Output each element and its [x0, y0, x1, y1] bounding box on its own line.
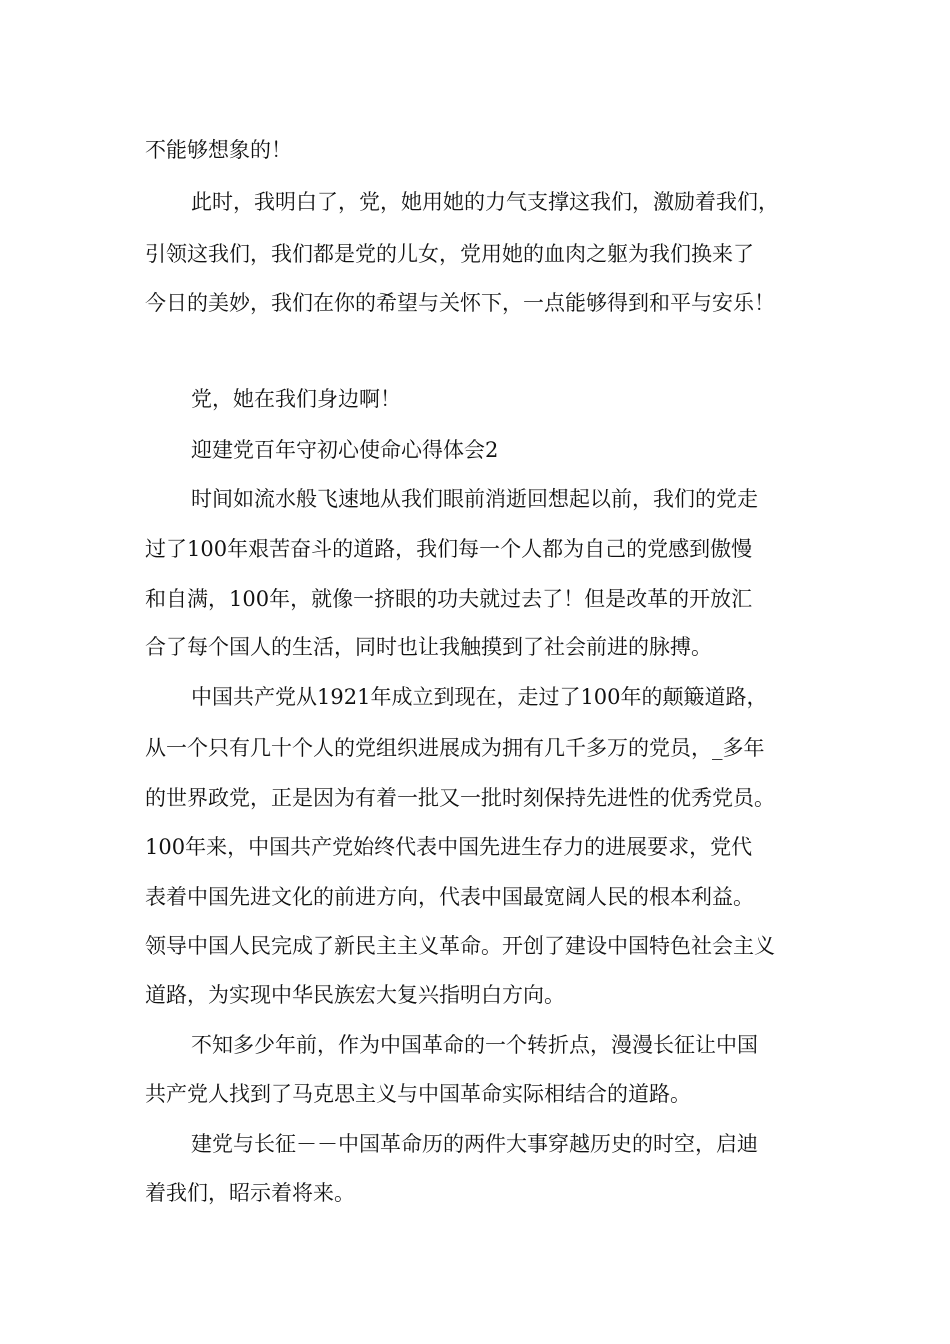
text-line: 表着中国先进文化的前进方向，代表中国最宽阔人民的根本利益。	[145, 885, 754, 909]
text-line: 从一个只有几十个人的党组织进展成为拥有几千多万的党员，_多年	[145, 736, 765, 760]
text-line: 引领这我们，我们都是党的儿女，党用她的血肉之躯为我们换来了	[145, 242, 754, 266]
text-line: 的世界政党，正是因为有着一批又一批时刻保持先进性的优秀党员。	[145, 786, 775, 810]
text-line: 领导中国人民完成了新民主主义革命。开创了建设中国特色社会主义	[145, 934, 775, 958]
text-line: 着我们，昭示着将来。	[145, 1181, 355, 1205]
text-line: 共产党人找到了马克思主义与中国革命实际相结合的道路。	[145, 1082, 691, 1106]
paragraph-start-line: 建党与长征－－中国革命历的两件大事穿越历史的时空，启迪	[191, 1132, 758, 1156]
section-heading: 迎建党百年守初心使命心得体会2	[191, 438, 499, 462]
paragraph-start-line: 党，她在我们身边啊！	[191, 387, 401, 411]
text-line: 和自满，100年，就像一挤眼的功夫就过去了！但是改革的开放汇	[145, 587, 753, 611]
text-line: 道路，为实现中华民族宏大复兴指明白方向。	[145, 983, 565, 1007]
text-line: 合了每个国人的生活，同时也让我触摸到了社会前进的脉搏。	[145, 635, 712, 659]
text-line: 100年来，中国共产党始终代表中国先进生存力的进展要求，党代	[145, 835, 753, 859]
paragraph-start-line: 此时，我明白了，党，她用她的力气支撑这我们，激励着我们，	[191, 190, 779, 214]
paragraph-start-line: 不知多少年前，作为中国革命的一个转折点，漫漫长征让中国	[191, 1033, 758, 1057]
text-line: 过了100年艰苦奋斗的道路，我们每一个人都为自己的党感到傲慢	[145, 537, 753, 561]
paragraph-start-line: 中国共产党从1921年成立到现在，走过了100年的颠簸道路，	[191, 685, 768, 709]
text-line: 今日的美妙，我们在你的希望与关怀下，一点能够得到和平与安乐！	[145, 291, 775, 315]
paragraph-start-line: 时间如流水般飞速地从我们眼前消逝回想起以前，我们的党走	[191, 487, 758, 511]
text-line: 不能够想象的！	[145, 138, 292, 162]
